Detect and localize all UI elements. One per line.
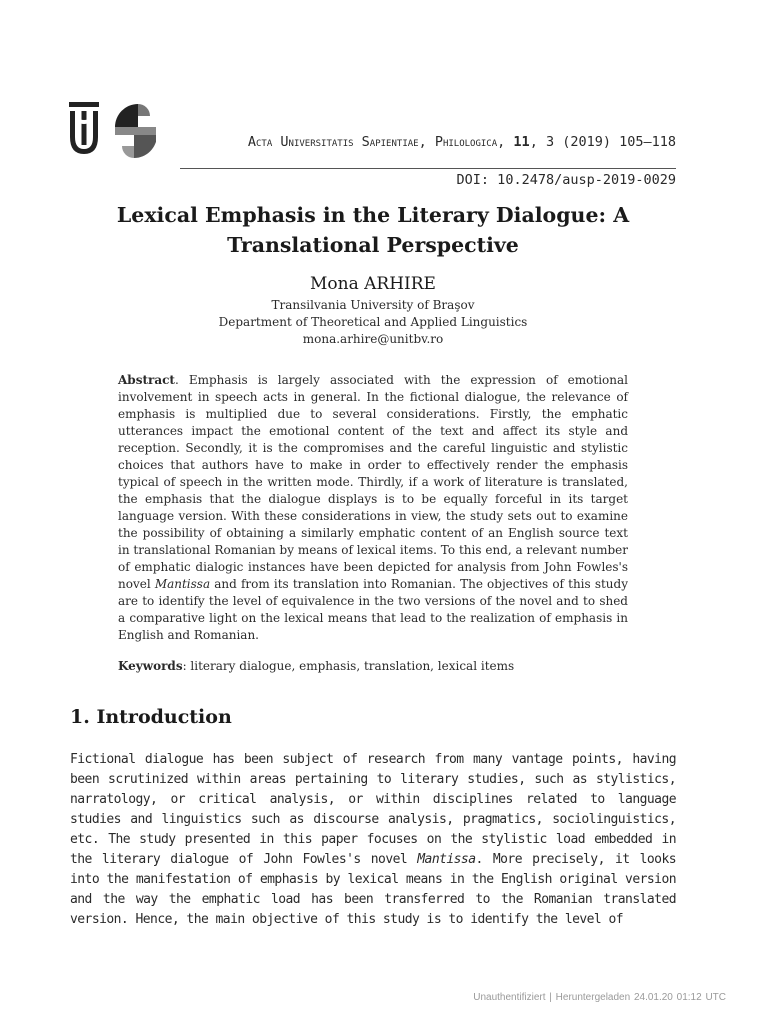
download-footer: Unauthentifiziert | Heruntergeladen 24.01.20 01:12 UTC: [473, 992, 726, 1003]
body-text-2: . More precisely, it looks into the manifestation of emphasis by lexical means in the English original version and the way the emphatic load has been transferred to the Romanian translated version. Hence, the main objective of this study is to identify the level of: [70, 852, 676, 927]
abstract-text-1: . Emphasis is largely associated with the expression of emotional involvement in speech acts in general. In the fictional dialogue, the relevance of emphasis is multiplied due to several considerations. Firstly, the emphatic utterances impact the emotional content of the text and affect its style and reception. Secondly, it is the compromises and the careful linguistic and stylistic choices that authors have to make in order to effectively render the emphasis typical of speech in the written mode. Thirdly, if a work of literature is translated, the emphasis that the dialogue displays is to be equally forceful in its target language version. With these considerations in view, the study sets out to examine the possibility of obtaining a similarly emphatic content of an English source text in translational Romanian by means of lexical items. To this end, a relevant number of emphatic dialogic instances have been depicted for analysis from John Fowles's novel: [118, 373, 628, 591]
abstract: [118, 372, 628, 644]
abstract-text-2: and from its translation into Romanian. The objectives of this study are to identify the level of equivalence in the two versions of the novel and to shed a comparative light on the lexical means that lead to the realization of emphasis in English and Romanian.: [118, 577, 628, 642]
author-name: Mona ARHIRE: [310, 274, 436, 294]
keywords-label: Keywords: [118, 659, 183, 673]
journal-logo: [68, 102, 156, 160]
header-rule: [180, 168, 676, 169]
author-institution: Transilvania University of Braşov: [271, 298, 475, 312]
body-paragraph: [70, 750, 676, 930]
journal-citation: [204, 134, 676, 150]
section-heading: 1. Introduction: [70, 706, 232, 728]
body-novel-title: Mantissa: [417, 852, 476, 867]
abstract-novel-title: Mantissa: [154, 577, 211, 591]
journal-name: Acta Universitatis Sapientiae, Philologica,: [247, 134, 506, 150]
journal-volume: 11: [513, 134, 530, 150]
journal-issue-pages: , 3 (2019) 105–118: [529, 134, 676, 150]
body-text-1: Fictional dialogue has been subject of research from many vantage points, having been scrutinized within areas pertaining to literary studies, such as stylistics, narratology, or critical analysis, or within disciplines related to language studies and linguistics such as discourse analysis, pragmatics, sociolinguistics, etc. The study presented in this paper focuses on the stylistic load embedded in the literary dialogue of John Fowles's novel: [70, 752, 676, 867]
logo-s-mark: [115, 104, 156, 158]
author-email[interactable]: mona.arhire@unitbv.ro: [302, 332, 444, 346]
author-department: Department of Theoretical and Applied Linguistics: [218, 315, 528, 329]
abstract-label: Abstract: [118, 373, 175, 387]
keywords-text: : literary dialogue, emphasis, translation, lexical items: [182, 659, 515, 673]
doi: DOI: 10.2478/ausp-2019-0029: [456, 172, 676, 188]
author-affiliation: [70, 297, 676, 348]
logo-u-mark: [69, 102, 99, 154]
paper-title: Lexical Emphasis in the Literary Dialogue: A Translational Perspective: [116, 203, 630, 257]
keywords: [118, 658, 628, 675]
